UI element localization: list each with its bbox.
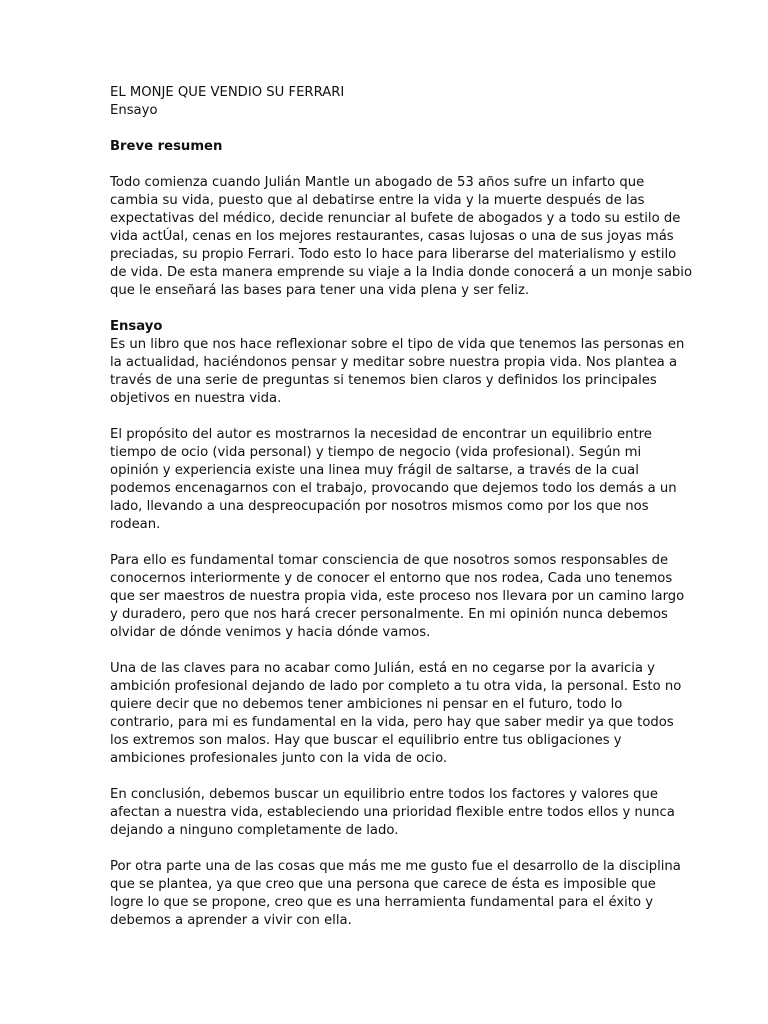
text-line: ambiciones profesionales junto con la vida de ocio. <box>110 751 448 766</box>
summary-heading: Breve resumen <box>110 139 223 154</box>
text-line: opinión y experiencia existe una linea muy frágil de saltarse, a través de la cual <box>110 463 639 478</box>
spacer <box>110 642 660 660</box>
spacer <box>110 156 660 174</box>
text-line: quiere decir que no debemos tener ambiciones ni pensar en el futuro, todo lo <box>110 697 623 712</box>
text-line: ambición profesional dejando de lado por completo a tu otra vida, la personal. Esto no <box>110 679 682 694</box>
text-line: Para ello es fundamental tomar consciencia de que nosotros somos responsables de <box>110 553 669 568</box>
text-line: podemos encenagarnos con el trabajo, provocando que dejemos todo los demás a un <box>110 481 677 496</box>
summary-paragraph <box>110 174 693 300</box>
spacer <box>110 120 660 138</box>
text-line: El propósito del autor es mostrarnos la necesidad de encontrar un equilibrio entre <box>110 427 652 442</box>
spacer <box>110 768 660 786</box>
essay-paragraph-1 <box>110 336 685 408</box>
text-line: Todo comienza cuando Julián Mantle un abogado de 53 años sufre un infarto que <box>110 175 645 190</box>
document-subtitle: Ensayo <box>110 103 158 118</box>
text-line: y duradero, pero que nos hará crecer personalmente. En mi opinión nunca debemos <box>110 607 668 622</box>
text-line: expectativas del médico, decide renunciar al bufete de abogados y a todo su estilo de <box>110 211 681 226</box>
text-line: debemos a aprender a vivir con ella. <box>110 913 352 928</box>
text-line: preciadas, su propio Ferrari. Todo esto lo hace para liberarse del materialismo y estilo <box>110 247 677 262</box>
text-line: rodean. <box>110 517 161 532</box>
document-body <box>110 84 693 930</box>
spacer <box>110 300 660 318</box>
text-line: través de una serie de preguntas si tenemos bien claros y definidos los principales <box>110 373 657 388</box>
text-line: vida actÚal, cenas en los mejores restaurantes, casas lujosas o una de sus joyas más <box>110 229 674 244</box>
text-line: logre lo que se propone, creo que es una herramienta fundamental para el éxito y <box>110 895 654 910</box>
spacer <box>110 840 660 858</box>
text-line: Por otra parte una de las cosas que más me me gusto fue el desarrollo de la disciplina <box>110 859 681 874</box>
text-line: conocernos interiormente y de conocer el entorno que nos rodea, Cada uno tenemos <box>110 571 673 586</box>
text-line: cambia su vida, puesto que al debatirse entre la vida y la muerte después de las <box>110 193 645 208</box>
text-line: afectan a nuestra vida, estableciendo una prioridad flexible entre todos ellos y nunca <box>110 805 675 820</box>
text-line: Una de las claves para no acabar como Julián, está en no cegarse por la avaricia y <box>110 661 655 676</box>
text-line: olvidar de dónde venimos y hacia dónde vamos. <box>110 625 431 640</box>
essay-heading: Ensayo <box>110 319 163 334</box>
text-line: objetivos en nuestra vida. <box>110 391 282 406</box>
text-line: que se plantea, ya que creo que una persona que carece de ésta es imposible que <box>110 877 656 892</box>
text-line: contrario, para mi es fundamental en la vida, pero hay que saber medir ya que todos <box>110 715 674 730</box>
spacer <box>110 534 660 552</box>
essay-paragraph-6 <box>110 858 681 930</box>
text-line: la actualidad, haciéndonos pensar y meditar sobre nuestra propia vida. Nos plantea a <box>110 355 678 370</box>
essay-paragraph-2 <box>110 426 677 534</box>
text-line: Es un libro que nos hace reflexionar sobre el tipo de vida que tenemos las personas en <box>110 337 685 352</box>
text-line: dejando a ninguno completamente de lado. <box>110 823 399 838</box>
text-line: lado, llevando a una despreocupación por nosotros mismos como por los que nos <box>110 499 649 514</box>
spacer <box>110 408 660 426</box>
document-title: EL MONJE QUE VENDIO SU FERRARI <box>110 85 345 100</box>
text-line: En conclusión, debemos buscar un equilibrio entre todos los factores y valores que <box>110 787 659 802</box>
text-line: de vida. De esta manera emprende su viaje a la India donde conocerá a un monje sabio <box>110 265 693 280</box>
text-line: los extremos son malos. Hay que buscar el equilibrio entre tus obligaciones y <box>110 733 622 748</box>
text-line: que ser maestros de nuestra propia vida, este proceso nos llevara por un camino largo <box>110 589 685 604</box>
text-line: que le enseñará las bases para tener una vida plena y ser feliz. <box>110 283 530 298</box>
essay-paragraph-4 <box>110 660 682 768</box>
text-line: tiempo de ocio (vida personal) y tiempo de negocio (vida profesional). Según mi <box>110 445 642 460</box>
essay-paragraph-5 <box>110 786 675 840</box>
essay-paragraph-3 <box>110 552 685 642</box>
